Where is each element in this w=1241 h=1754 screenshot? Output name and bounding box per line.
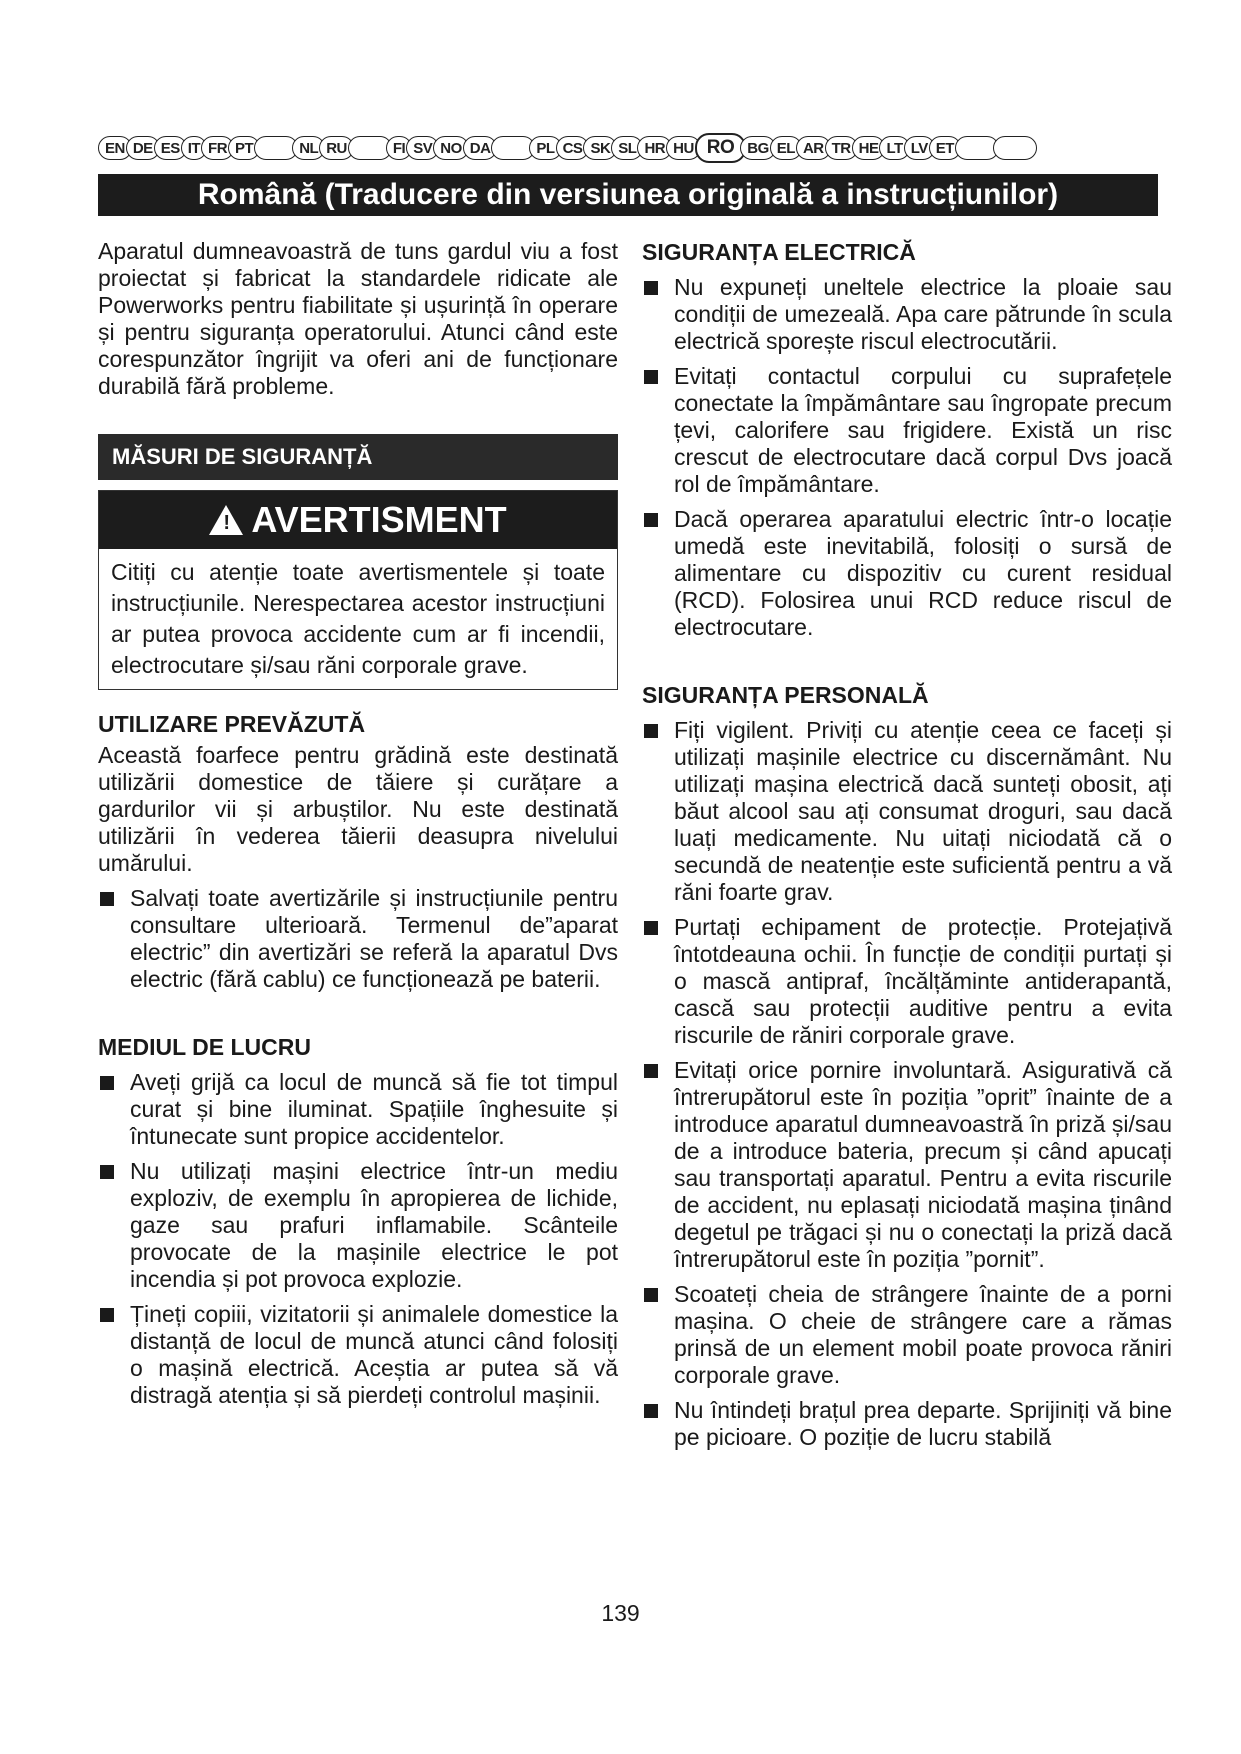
safety-heading: MĂSURI DE SIGURANȚĂ bbox=[98, 434, 618, 480]
bullet-square-icon bbox=[644, 281, 658, 295]
language-tab-lv: LV bbox=[904, 136, 935, 160]
list-item bbox=[642, 363, 1172, 498]
language-tab-fr: FR bbox=[201, 136, 234, 160]
language-tab-ru: RU bbox=[319, 136, 354, 160]
language-tab-ro: RO bbox=[695, 133, 747, 163]
left-column bbox=[98, 238, 618, 1409]
list-item bbox=[98, 1069, 618, 1150]
language-tab-no: NO bbox=[433, 136, 469, 160]
language-tab-empty bbox=[993, 136, 1037, 160]
bullet-square-icon bbox=[644, 724, 658, 738]
list-item bbox=[642, 1281, 1172, 1389]
intended-use-list bbox=[98, 885, 618, 993]
language-tab-pt: PT bbox=[228, 136, 260, 160]
page-title: Română (Traducere din versiunea originală a instrucțiunilor) bbox=[98, 174, 1158, 216]
list-item bbox=[642, 1057, 1172, 1273]
warning-header bbox=[99, 491, 617, 549]
list-item-text: Fiți vigilent. Priviți cu atenție ceea ce faceți și utilizați mașinile electrice cu discernământ. Nu utilizați mașina electrică dacă sunteți obosit, ați băut alcool sau ați consumat droguri, sau dacă luați medicamente. Nu uitați niciodată că o secundă de neatenție este suficientă pentru a vă răni foarte grav. bbox=[674, 717, 1172, 905]
list-item-text: Nu utilizați mașini electrice într-un mediu exploziv, de exemplu în apropierea de lichide, gaze sau prafuri inflamabile. Scânteile provocate de la mașinile electrice le pot incendia și pot provoca explozie. bbox=[130, 1158, 618, 1292]
language-tab-pl: PL bbox=[529, 136, 561, 160]
language-tab-sl: SL bbox=[611, 136, 643, 160]
list-item bbox=[98, 1301, 618, 1409]
work-area-list bbox=[98, 1069, 618, 1409]
list-item bbox=[98, 1158, 618, 1293]
electrical-title: SIGURANȚA ELECTRICĂ bbox=[642, 239, 916, 265]
language-tab-de: DE bbox=[126, 136, 160, 160]
list-item-text: Scoateți cheia de strângere înainte de a porni mașina. O cheie de strângere care a rămas prinsă de un element mobil poate provoca răniri corporale grave. bbox=[674, 1281, 1172, 1388]
language-tab-en: EN bbox=[98, 136, 132, 160]
list-item bbox=[98, 885, 618, 993]
list-item bbox=[642, 506, 1172, 641]
warning-text: Citiți cu atenție toate avertismentele și toate instrucțiunile. Nerespectarea acestor instrucțiuni ar putea provoca accidente cum ar fi incendii, electrocutare și/sau răni corporale grave. bbox=[111, 559, 605, 678]
right-column bbox=[642, 238, 1172, 1451]
language-tab-hu: HU bbox=[666, 136, 701, 160]
language-tab-sk: SK bbox=[583, 136, 617, 160]
warning-box bbox=[98, 490, 618, 690]
language-tab-et: ET bbox=[929, 136, 961, 160]
language-tab-fi: FI bbox=[386, 136, 412, 160]
language-tab-cs: CS bbox=[556, 136, 590, 160]
work-area-title: MEDIUL DE LUCRU bbox=[98, 1034, 311, 1060]
list-item bbox=[642, 274, 1172, 355]
list-item bbox=[642, 717, 1172, 906]
list-item-text: Purtați echipament de protecție. Protejațivă întotdeauna ochii. În funcție de condiții purtați și o mască antipraf, încălțăminte antiderapantă, cască sau protecții auditive pentru a evita riscurile de răniri corporale grave. bbox=[674, 914, 1172, 1048]
list-item-text: Evitați contactul corpului cu suprafețele conectate la împământare sau îngropate precum țevi, calorifere sau frigidere. Există un risc crescut de electrocutare dacă corpul Dvs joacă rol de împământare. bbox=[674, 363, 1172, 497]
language-tab-da: DA bbox=[463, 136, 498, 160]
language-tab-tr: TR bbox=[825, 136, 858, 160]
language-tab-hr: HR bbox=[637, 136, 672, 160]
personal-list bbox=[642, 717, 1172, 1451]
bullet-square-icon bbox=[100, 1308, 114, 1322]
bullet-square-icon bbox=[644, 1288, 658, 1302]
list-item-text: Evitați orice pornire involuntară. Asigurativă că întrerupătorul este în poziția ”oprit” înainte de a introduce aparatul dumneavoastră în priză și/sau de a introduce bateria, precum și când apucați sau transportați aparatul. Pentru a evita riscurile de accident, nu eplasați niciodată mașina ținând degetul pe trăgaci și nu o conectați la priză dacă întrerupătorul este în poziția ”pornit”. bbox=[674, 1057, 1172, 1272]
warning-label: AVERTISMENT bbox=[251, 499, 507, 540]
language-tab-he: HE bbox=[852, 136, 886, 160]
language-tab-es: ES bbox=[154, 136, 187, 160]
intended-use-title: UTILIZARE PREVĂZUTĂ bbox=[98, 711, 366, 737]
list-item-text: Dacă operarea aparatului electric într-o locație umedă este inevitabilă, folosiți o sursă de alimentare cu dispozitiv cu curent residual (RCD). Folosirea unui RCD reduce riscul de electrocutare. bbox=[674, 506, 1172, 640]
list-item-text: Salvați toate avertizările și instrucțiunile pentru consultare ulterioară. Termenul de”aparat electric” din avertizări se referă la aparatul Dvs electric (fără cablu) ce funcționează pe baterii. bbox=[130, 885, 618, 992]
language-tabs bbox=[98, 134, 1148, 162]
list-item-text: Aveți grijă ca locul de muncă să fie tot timpul curat și bine iluminat. Spațiile înghesuite și întunecate sunt propice accidentelor. bbox=[130, 1069, 618, 1149]
language-tab-bg: BG bbox=[740, 136, 776, 160]
list-item-text: Țineți copiii, vizitatorii și animalele domestice la distanță de locul de muncă atunci când folosiți o mașină electrică. Aceștia ar putea să vă distragă atenția și să pierdeți controlul mașinii. bbox=[130, 1301, 618, 1408]
language-tab-ar: AR bbox=[796, 136, 831, 160]
bullet-square-icon bbox=[100, 892, 114, 906]
language-tab-sv: SV bbox=[406, 136, 439, 160]
list-item-text: Nu expuneți uneltele electrice la ploaie sau condiții de umezeală. Apa care pătrunde în scula electrică sporește riscul electrocutării. bbox=[674, 274, 1172, 354]
bullet-square-icon bbox=[100, 1165, 114, 1179]
warning-triangle-icon: ! bbox=[209, 505, 243, 535]
bullet-square-icon bbox=[100, 1076, 114, 1090]
bullet-square-icon bbox=[644, 921, 658, 935]
bullet-square-icon bbox=[644, 1064, 658, 1078]
bullet-square-icon bbox=[644, 1404, 658, 1418]
intended-use-text: Această foarfece pentru grădină este destinată utilizării domestice de tăiere și curățare a gardurilor vii și arbuștilor. Nu este destinată utilizării în vederea tăierii deasupra nivelului umărului. bbox=[98, 742, 618, 876]
list-item-text: Nu întindeți brațul prea departe. Sprijiniți vă bine pe picioare. O poziție de lucru stabilă bbox=[674, 1397, 1172, 1450]
bullet-square-icon bbox=[644, 513, 658, 527]
electrical-list bbox=[642, 274, 1172, 641]
personal-title: SIGURANȚA PERSONALĂ bbox=[642, 682, 929, 708]
language-tab-el: EL bbox=[770, 136, 802, 160]
language-tab-lt: LT bbox=[879, 136, 909, 160]
language-tab-it: IT bbox=[181, 136, 207, 160]
page-number: 139 bbox=[601, 1600, 640, 1626]
intro-paragraph: Aparatul dumneavoastră de tuns gardul viu a fost proiectat și fabricat la standardele ridicate ale Powerworks pentru fiabilitate și ușurință în operare și pentru siguranța operatorului. Atunci când este corespunzător îngrijit va oferi ani de funcționare durabilă fără probleme. bbox=[98, 238, 618, 399]
list-item bbox=[642, 1397, 1172, 1451]
list-item bbox=[642, 914, 1172, 1049]
bullet-square-icon bbox=[644, 370, 658, 384]
language-tab-nl: NL bbox=[292, 136, 325, 160]
